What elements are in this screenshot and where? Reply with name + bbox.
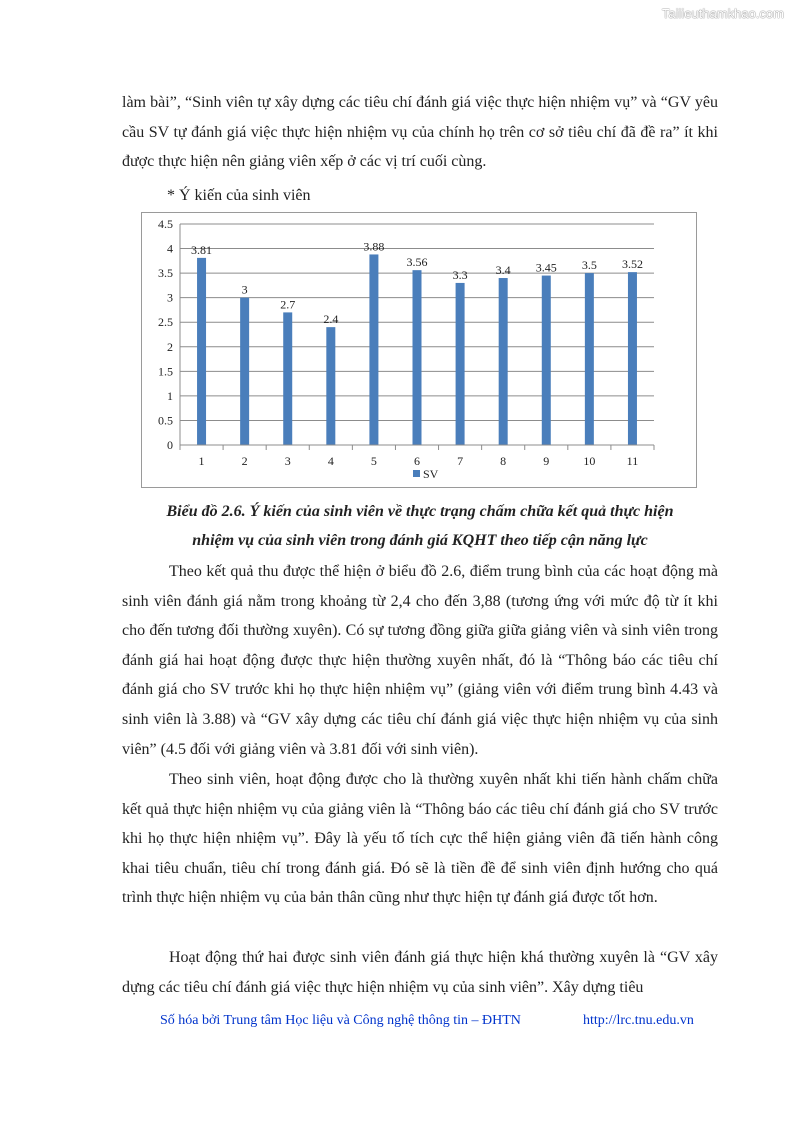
bar-chart (141, 212, 697, 488)
y-tick-label: 2 (167, 339, 173, 354)
bar (499, 278, 508, 445)
x-tick-label: 2 (241, 454, 248, 468)
bar (413, 270, 422, 445)
data-label: 3.52 (621, 257, 643, 272)
data-label: 3.45 (535, 260, 557, 275)
y-tick-label: 3.5 (158, 266, 173, 281)
x-tick-label: 4 (327, 454, 334, 468)
body-paragraph-2: Theo sinh viên, hoạt động được cho là thường xuyên nhất khi tiến hành chấm chữa kết quả thực hiện nhiệm vụ của giảng viên là “Thông báo các tiêu chí đánh giá cho SV trước khi họ thực hiện nhiệm vụ”. Đây là yếu tố tích cực thể hiện giảng viên đã tiến hành công khai tiêu chuẩn, tiêu chí trong đánh giá. Đó sẽ là tiền đề để sinh viên định hướng cho quá trình thực hiện nhiệm vụ của bản thân cũng như thực hiện tự đánh giá được tốt hơn. (122, 771, 718, 907)
data-label: 2.7 (280, 297, 296, 312)
body-paragraph-3: Hoạt động thứ hai được sinh viên đánh giá thực hiện khá thường xuyên là “GV xây dựng các tiêu chí đánh giá việc thực hiện nhiệm vụ của sinh viên”. Xây dựng tiêu (122, 949, 718, 996)
x-tick-label: 7 (457, 454, 464, 468)
x-tick-label: 8 (500, 454, 507, 468)
chart-subheading: * Ý kiến của sinh viên (167, 187, 311, 204)
bar (456, 283, 465, 445)
x-tick-label: 5 (370, 454, 377, 468)
legend-label: SV (423, 467, 439, 481)
bar (542, 276, 551, 445)
bar (585, 273, 594, 445)
y-tick-label: 1.5 (158, 364, 173, 379)
intro-paragraph: làm bài”, “Sinh viên tự xây dựng các tiêu chí đánh giá việc thực hiện nhiệm vụ” và “GV yêu cầu SV tự đánh giá việc thực hiện nhiệm vụ của chính họ trên cơ sở tiêu chí đã đề ra” ít khi được thực hiện nên giảng viên xếp ở các vị trí cuối cùng. (122, 94, 718, 171)
y-tick-label: 1 (167, 388, 173, 403)
data-label: 3.4 (495, 263, 511, 278)
x-tick-label: 10 (583, 454, 596, 468)
x-tick-label: 6 (414, 454, 420, 468)
x-tick-label: 3 (284, 454, 291, 468)
data-label: 3.81 (191, 242, 213, 257)
chart-caption-line-2: nhiệm vụ của sinh viên trong đánh giá KQHT theo tiếp cận năng lực (192, 532, 648, 549)
y-tick-label: 2.5 (158, 315, 173, 330)
data-label: 3.3 (452, 267, 468, 282)
bar (326, 327, 335, 445)
y-tick-label: 4.5 (158, 217, 173, 231)
bar (240, 298, 249, 445)
chart-svg (142, 213, 698, 489)
x-tick-label: 1 (198, 454, 205, 468)
y-tick-label: 4 (167, 241, 173, 256)
x-tick-label: 9 (543, 454, 550, 468)
y-tick-label: 3 (167, 290, 173, 305)
data-label: 3.88 (363, 239, 385, 254)
x-tick-label: 11 (626, 454, 639, 468)
bar (628, 272, 637, 445)
bar (369, 254, 378, 445)
legend-swatch (413, 470, 420, 477)
y-tick-label: 0.5 (158, 413, 173, 428)
chart-caption-line-1: Biểu đồ 2.6. Ý kiến của sinh viên về thực trạng chấm chữa kết quả thực hiện (166, 503, 674, 520)
bar (283, 312, 292, 445)
bar (197, 258, 206, 445)
footer-url-link[interactable]: http://lrc.tnu.edu.vn (583, 1013, 694, 1028)
footer-text: Số hóa bởi Trung tâm Học liệu và Công nghệ thông tin – ĐHTN (160, 1013, 521, 1028)
watermark: Tailieuthamkhao.com (661, 6, 784, 21)
body-paragraph-1: Theo kết quả thu được thể hiện ở biểu đồ 2.6, điểm trung bình của các hoạt động mà sinh viên đánh giá nằm trong khoảng từ 2,4 cho đến 3,88 (tương ứng với mức độ từ ít khi cho đến tương đối thường xuyên). Có sự tương đồng giữa giữa giảng viên và sinh viên trong đánh giá hai hoạt động được thực hiện thường xuyên nhất, đó là “Thông báo các tiêu chí đánh giá cho SV trước khi họ thực hiện nhiệm vụ” (giảng viên với điểm trung bình 4.43 và sinh viên là 3.88) và “GV xây dựng các tiêu chí đánh giá việc thực hiện nhiệm vụ của sinh viên” (4.5 đối với giảng viên và 3.81 đối với sinh viên). (122, 563, 718, 758)
data-label: 3 (241, 282, 248, 297)
data-label: 3.56 (406, 255, 428, 270)
data-label: 3.5 (581, 258, 597, 273)
y-tick-label: 0 (167, 438, 173, 452)
data-label: 2.4 (323, 312, 339, 327)
